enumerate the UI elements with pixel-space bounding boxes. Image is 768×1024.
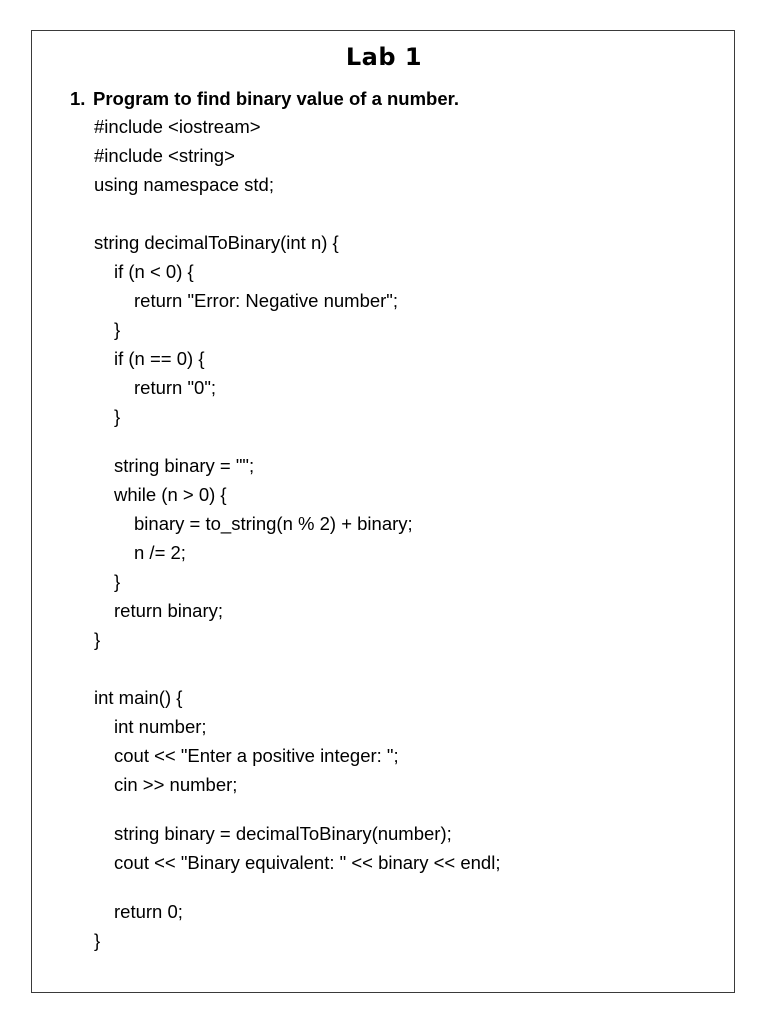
code-line: while (n > 0) { bbox=[114, 484, 227, 505]
code-line: binary = to_string(n % 2) + binary; bbox=[134, 513, 413, 534]
code-line: } bbox=[94, 930, 101, 951]
code-line: int number; bbox=[114, 716, 207, 737]
code-line: if (n == 0) { bbox=[114, 348, 205, 369]
code-line: if (n < 0) { bbox=[114, 261, 194, 282]
code-line: return 0; bbox=[114, 901, 183, 922]
code-line: return "Error: Negative number"; bbox=[134, 290, 399, 311]
question-heading bbox=[70, 86, 459, 112]
page-title: Lab 1 bbox=[345, 43, 423, 71]
code-line: n /= 2; bbox=[134, 542, 186, 563]
code-line: string binary = decimalToBinary(number); bbox=[114, 823, 452, 844]
code-line: cout << "Enter a positive integer: "; bbox=[114, 745, 399, 766]
code-line: string decimalToBinary(int n) { bbox=[94, 232, 339, 253]
code-line: } bbox=[114, 319, 121, 340]
code-line: int main() { bbox=[94, 687, 183, 708]
code-line: cout << "Binary equivalent: " << binary << endl; bbox=[114, 852, 501, 873]
code-line: return "0"; bbox=[134, 377, 217, 398]
code-line: return binary; bbox=[114, 600, 223, 621]
question-text: Program to find binary value of a number. bbox=[93, 88, 459, 109]
code-line: } bbox=[94, 629, 101, 650]
question-number: 1. bbox=[70, 88, 86, 109]
code-line: cin >> number; bbox=[114, 774, 238, 795]
code-line: } bbox=[114, 571, 121, 592]
code-line: #include <string> bbox=[94, 145, 235, 166]
code-line: } bbox=[114, 406, 121, 427]
code-line: string binary = ""; bbox=[114, 455, 255, 476]
code-line: using namespace std; bbox=[94, 174, 274, 195]
code-line: #include <iostream> bbox=[94, 116, 261, 137]
